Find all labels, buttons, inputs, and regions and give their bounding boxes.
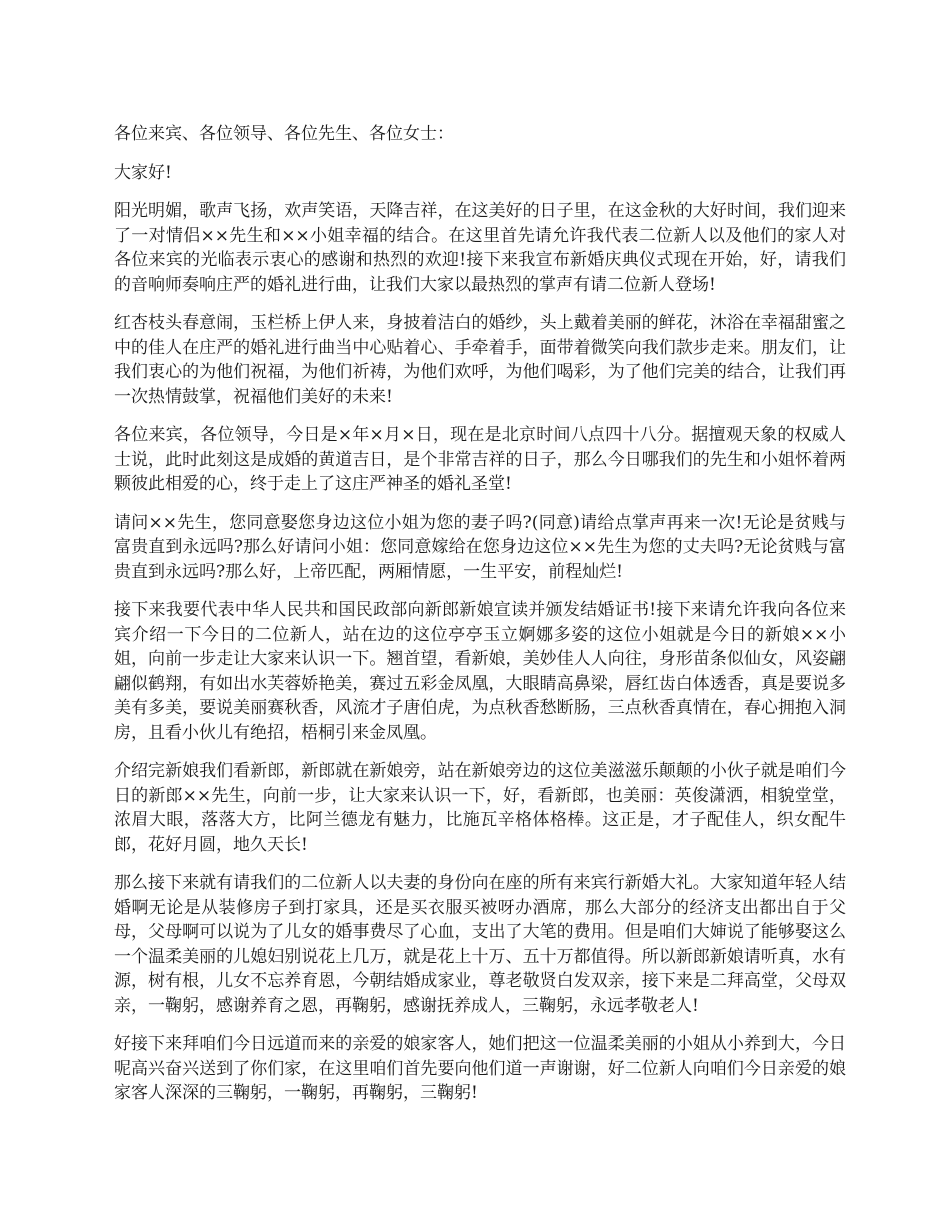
paragraph-date: 各位来宾，各位领导，今日是×年×月×日，现在是北京时间八点四十八分。据擅观天象的权威人士说，此时此刻这是成婚的黄道吉日，是个非常吉祥的日子，那么今日哪我们的先生和小姐怀着两颗彼此相爱的心，终于走上了这庄严神圣的婚礼圣堂! (114, 425, 846, 494)
paragraph-entrance: 红杏枝头春意闹，玉栏桥上伊人来，身披着洁白的婚纱，头上戴着美丽的鲜花，沐浴在幸福甜蜜之中的佳人在庄严的婚礼进行曲当中心贴着心、手牵着手，面带着微笑向我们款步走来。朋友们，让我们衷心的为他们祝福，为他们祈祷，为他们欢呼，为他们喝彩，为了他们完美的结合，让我们再一次热情鼓掌，祝福他们美好的未来! (114, 313, 846, 407)
paragraph-groom-intro: 介绍完新娘我们看新郎，新郎就在新娘旁，站在新娘旁边的这位美滋滋乐颠颠的小伙子就是咱们今日的新郎××先生，向前一步，让大家来认识一下，好，看新郎，也美丽：英俊潇洒，相貌堂堂，浓眉大眼，落落大方，比阿兰德龙有魅力，比施瓦辛格体格棒。这正是，才子配佳人，织女配牛郎，花好月圆，地久天长! (114, 761, 846, 855)
paragraph-parents: 那么接下来就有请我们的二位新人以夫妻的身份向在座的所有来宾行新婚大礼。大家知道年轻人结婚啊无论是从装修房子到打家具，还是买衣服买被呀办酒席，那么大部分的经济支出都出自于父母，父母啊可以说为了儿女的婚事费尽了心血，支出了大笔的费用。但是咱们大婶说了能够娶这么一个温柔美丽的儿媳妇别说花上几万，就是花上十万、五十万都值得。所以新郎新娘请听真，水有源，树有根，儿女不忘养育恩，今朝结婚成家业，尊老敬贤白发双亲，接下来是二拜高堂，父母双亲，一鞠躬，感谢养育之恩，再鞠躬，感谢抚养成人，三鞠躬，永远孝敬老人! (114, 873, 846, 1016)
paragraph-vows: 请问××先生，您同意娶您身边这位小姐为您的妻子吗?(同意)请给点掌声再来一次!无论是贫贱与富贵直到永远吗?那么好请问小姐：您同意嫁给在您身边这位××先生为您的丈夫吗?无论贫贱与富贵直到永远吗?那么好，上帝匹配，两厢情愿，一生平安，前程灿烂! (114, 512, 846, 582)
paragraph-opening: 阳光明媚，歌声飞扬，欢声笑语，天降吉祥，在这美好的日子里，在这金秋的大好时间，我们迎来了一对情侣××先生和××小姐幸福的结合。在这里首先请允许我代表二位新人以及他们的家人对各位来宾的光临表示衷心的感谢和热烈的欢迎!接下来我宣布新婚庆典仪式现在开始，好，请我们的音响师奏响庄严的婚礼进行曲，让我们大家以最热烈的掌声有请二位新人登场! (114, 201, 846, 295)
document-body (114, 122, 846, 1120)
salutation: 大家好! (114, 162, 172, 183)
paragraph-guests: 好接下来拜咱们今日远道而来的亲爱的娘家客人，她们把这一位温柔美丽的小姐从小养到大，今日呢高兴奋兴送到了你们家，在这里咱们首先要向他们道一声谢谢，好二位新人向咱们今日亲爱的娘家客人深深的三鞠躬，一鞠躬，再鞠躬，三鞠躬! (114, 1034, 846, 1103)
paragraph-bride-intro: 接下来我要代表中华人民共和国民政部向新郎新娘宣读并颁发结婚证书!接下来请允许我向各位来宾介绍一下今日的二位新人，站在边的这位亭亭玉立婀娜多姿的这位小姐就是今日的新娘××小姐，向前一步走让大家来认识一下。翘首望，看新娘，美妙佳人人向往，身形苗条似仙女，风姿翩翩似鹤翔，有如出水芙蓉娇艳美，赛过五彩金凤凰，大眼睛高鼻梁，唇红齿白体透香，真是要说多美有多美，要说美丽赛秋香，风流才子唐伯虎，为点秋香愁断肠，三点秋香真情在，春心拥抱入洞房，且看小伙儿有绝招，梧桐引来金凤凰。 (114, 600, 846, 743)
greeting-line: 各位来宾、各位领导、各位先生、各位女士： (114, 124, 454, 144)
